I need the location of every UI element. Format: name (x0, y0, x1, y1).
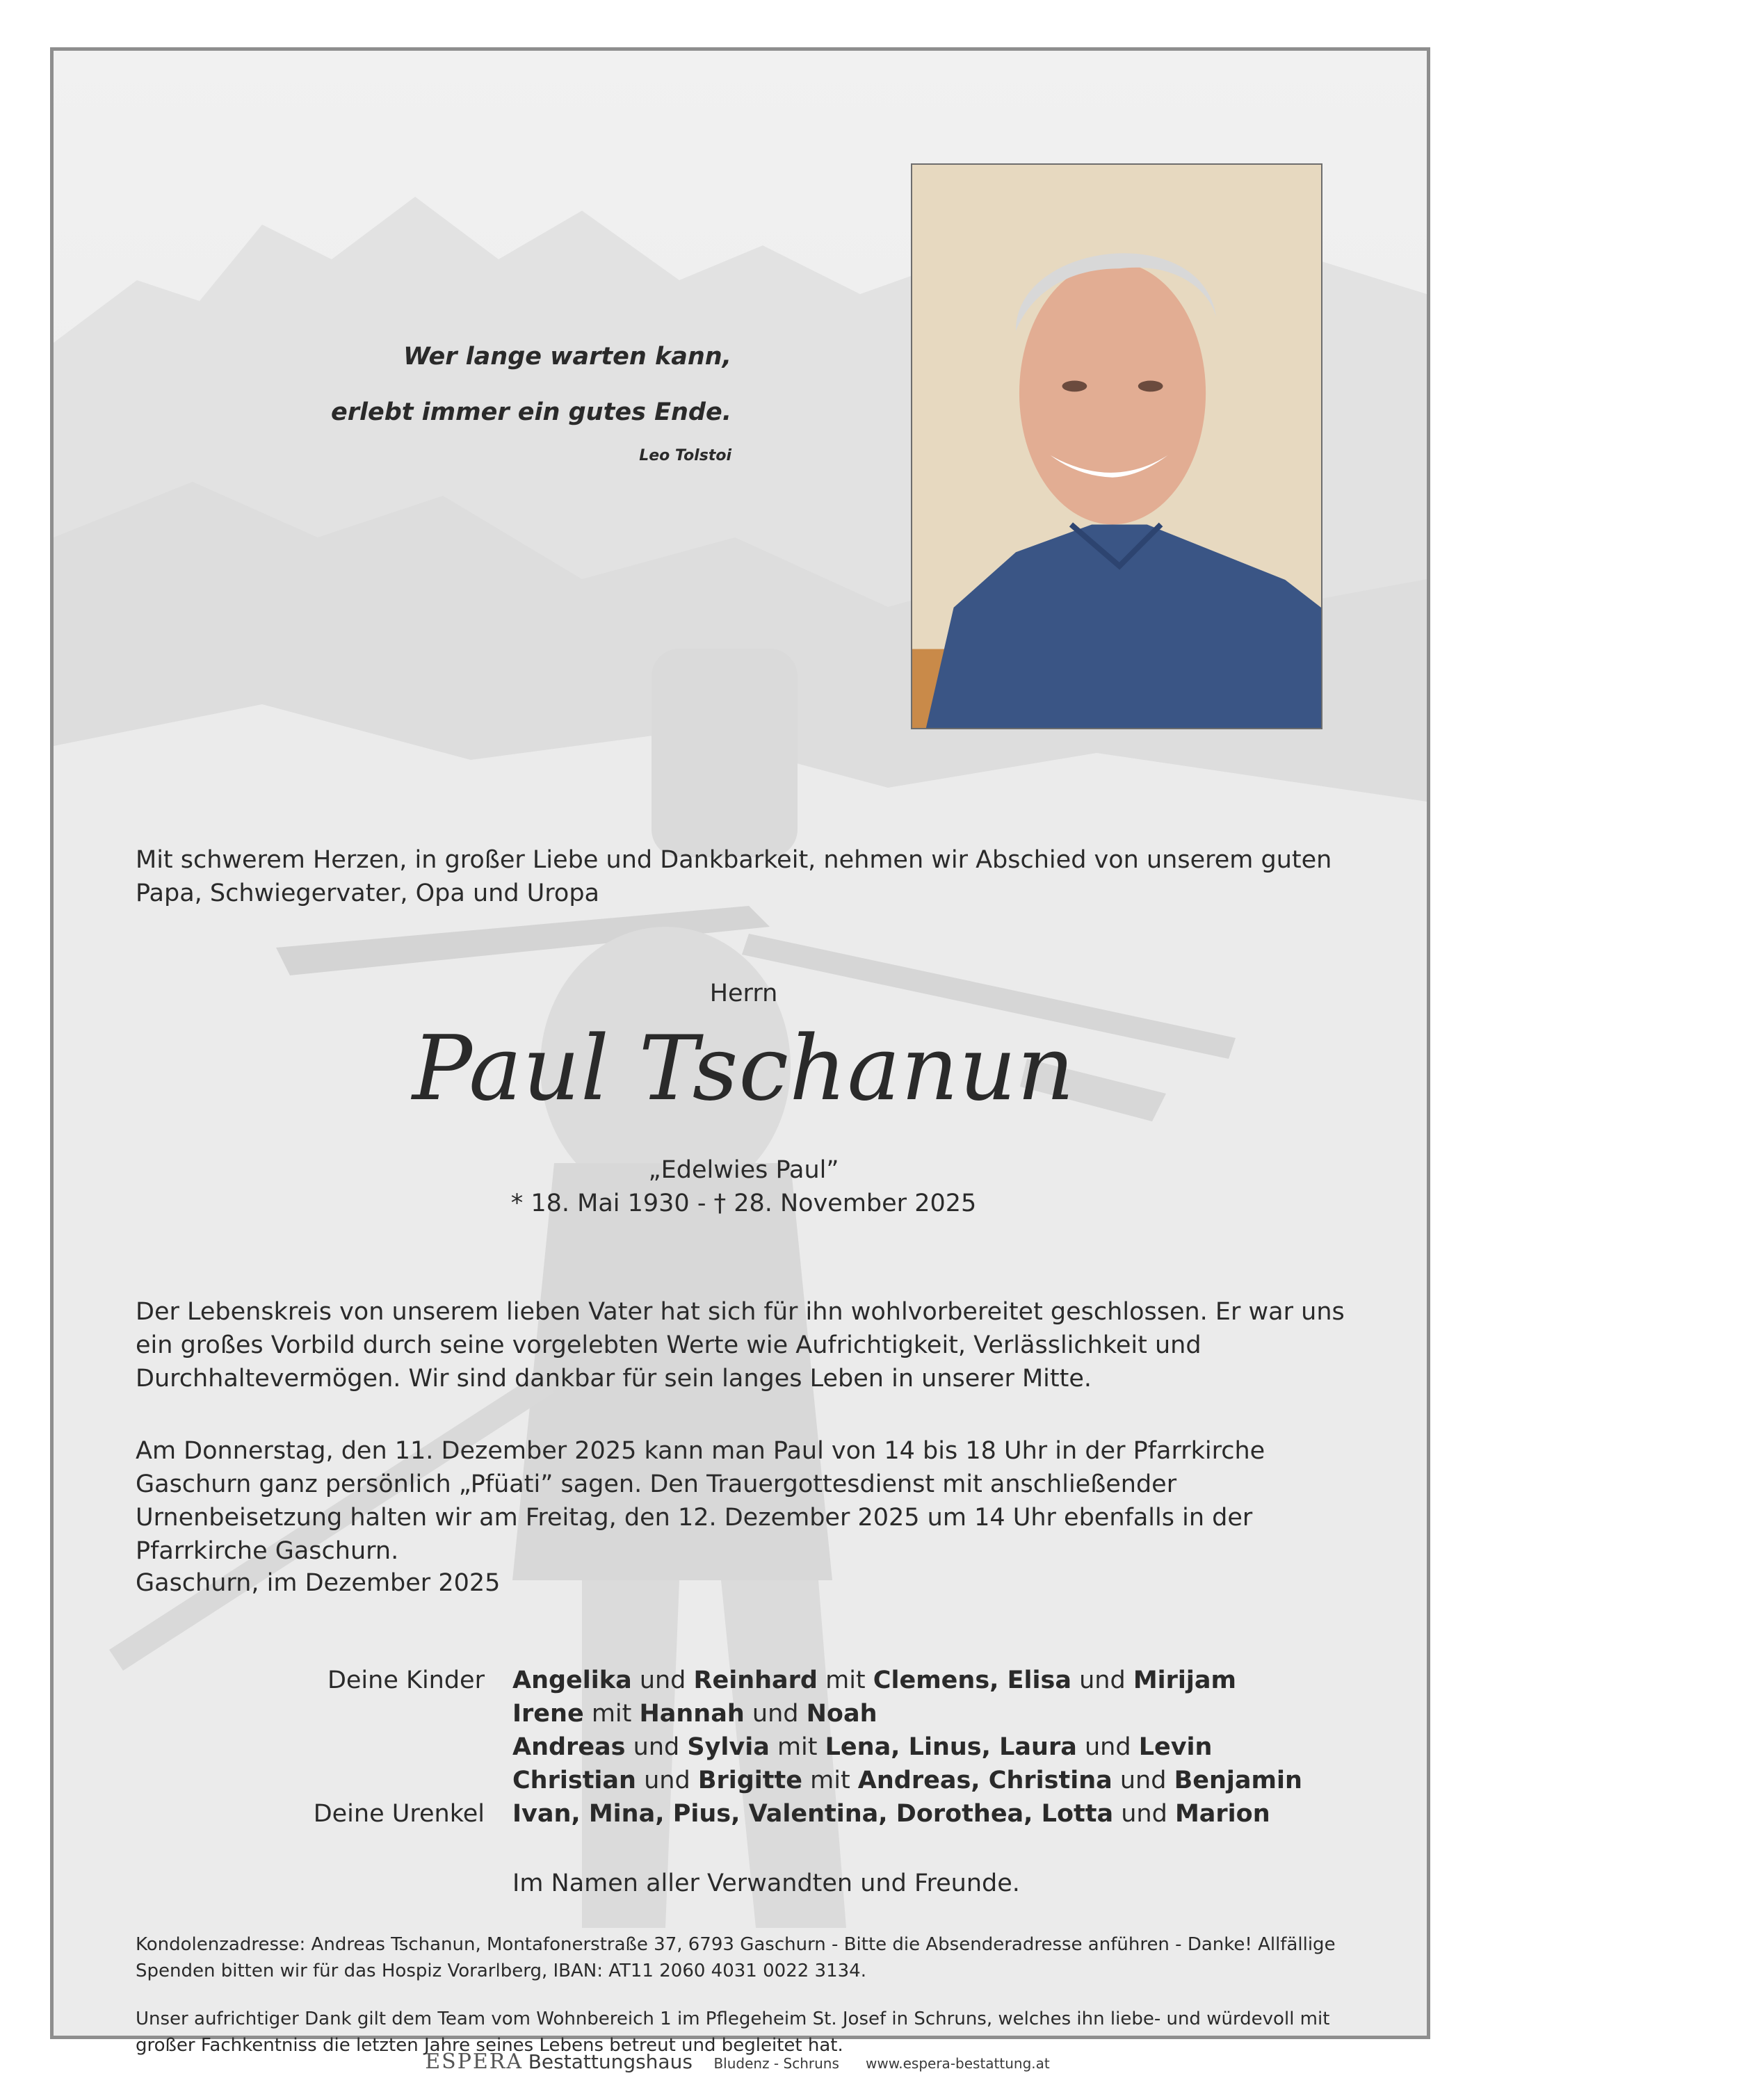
family-name: Ivan, Mina, Pius, Valentina, Dorothea, Lotta (512, 1800, 1114, 1828)
family-name: Christian (512, 1767, 636, 1794)
children-label: Deine Kinder (327, 1666, 485, 1694)
quote-line-1: Wer lange warten kann, (403, 343, 731, 371)
family-connector: mit (769, 1733, 825, 1761)
brand-name: Bestattungshaus (528, 2050, 693, 2073)
thanks-note: Unser aufrichtiger Dank gilt dem Team vom Wohnbereich 1 im Pflegeheim St. Josef in Schruns, welches ihn liebe- und würdevoll mit großer Fachkentniss die letzten Jahre seines Lebens betreut und begleitet hat. (136, 2009, 1330, 2056)
paragraph-2: Am Donnerstag, den 11. Dezember 2025 kann man Paul von 14 bis 18 Uhr in der Pfarrkirche Gaschurn ganz persönlich „Pfüati” sagen. Den Trauergottesdienst mit anschließender Urnenbeisetzung halten wir am Freitag, den 12. Dezember 2025 um 14 Uhr ebenfalls in der Pfarrkirche Gaschurn. (136, 1437, 1265, 1565)
family-name: Andreas (512, 1733, 626, 1761)
family-connector: und (1076, 1733, 1139, 1761)
family-connector: und (1112, 1767, 1174, 1794)
family-connector: und (625, 1733, 688, 1761)
family-name: Brigitte (697, 1767, 802, 1794)
family-connector: und (636, 1767, 698, 1794)
family-row (136, 1697, 1373, 1730)
honorific: Herrn (709, 980, 778, 1007)
family-list (136, 1664, 1373, 1831)
family-connector: und (744, 1700, 807, 1728)
portrait-photo (911, 163, 1322, 729)
grandchildren-label: Deine Urenkel (313, 1800, 485, 1828)
family-name: Hannah (639, 1700, 745, 1728)
family-row (136, 1764, 1373, 1797)
intro-text: Mit schwerem Herzen, in großer Liebe und Dankbarkeit, nehmen wir Abschied von unserem guten Papa, Schwiegervater, Opa und Uropa (136, 846, 1332, 907)
brand-logo: ESPERA (425, 2050, 524, 2074)
nickname: „Edelwies Paul” (648, 1156, 839, 1184)
card-frame (50, 47, 1430, 2056)
family-name: Angelika (512, 1666, 632, 1694)
paragraph-1: Der Lebenskreis von unserem lieben Vater hat sich für ihn wohlvorbereitet geschlossen. Er war uns ein großes Vorbild durch seine vorgelebten Werte wie Aufrichtigkeit, Verlässlichkeit und Durchhaltevermögen. Wir sind dankbar für sein langes Leben in unserer Mitte. (136, 1298, 1345, 1393)
family-connector: und (1113, 1800, 1175, 1828)
family-name: Sylvia (687, 1733, 770, 1761)
family-name: Levin (1138, 1733, 1213, 1761)
family-name: Lena, Linus, Laura (825, 1733, 1077, 1761)
family-row (136, 1664, 1373, 1697)
family-row (136, 1730, 1373, 1764)
family-name: Irene (512, 1700, 584, 1728)
family-row (136, 1797, 1373, 1831)
closing-line: Im Namen aller Verwandten und Freunde. (512, 1869, 1020, 1897)
quote-author: Leo Tolstoi (639, 447, 731, 464)
family-name: Mirijam (1133, 1666, 1237, 1694)
condolence-address: Kondolenzadresse: Andreas Tschanun, Montafonerstraße 37, 6793 Gaschurn - Bitte die Absenderadresse anführen - Danke! Allfällige Spenden bitten wir für das Hospiz Vorarlberg, IBAN: AT11 2060 4031 0022 3134. (136, 1934, 1336, 1981)
family-name: Marion (1174, 1800, 1270, 1828)
footer (0, 2050, 1475, 2074)
footer-locations: Bludenz - Schruns (713, 2055, 839, 2072)
family-name: Andreas, Christina (857, 1767, 1112, 1794)
family-name: Reinhard (693, 1666, 818, 1694)
family-connector: und (1071, 1666, 1133, 1694)
footer-url[interactable]: www.espera-bestattung.at (866, 2055, 1050, 2072)
family-connector: mit (583, 1700, 640, 1728)
deceased-name: Paul Tschanun (412, 1017, 1076, 1121)
family-connector: mit (802, 1767, 858, 1794)
life-dates: * 18. Mai 1930 - † 28. November 2025 (510, 1190, 977, 1217)
family-name: Clemens, Elisa (873, 1666, 1071, 1694)
place-date: Gaschurn, im Dezember 2025 (136, 1569, 501, 1597)
family-name: Noah (806, 1700, 877, 1728)
family-connector: und (631, 1666, 694, 1694)
quote-line-2: erlebt immer ein gutes Ende. (330, 398, 731, 426)
family-connector: mit (817, 1666, 873, 1694)
family-name: Benjamin (1174, 1767, 1302, 1794)
